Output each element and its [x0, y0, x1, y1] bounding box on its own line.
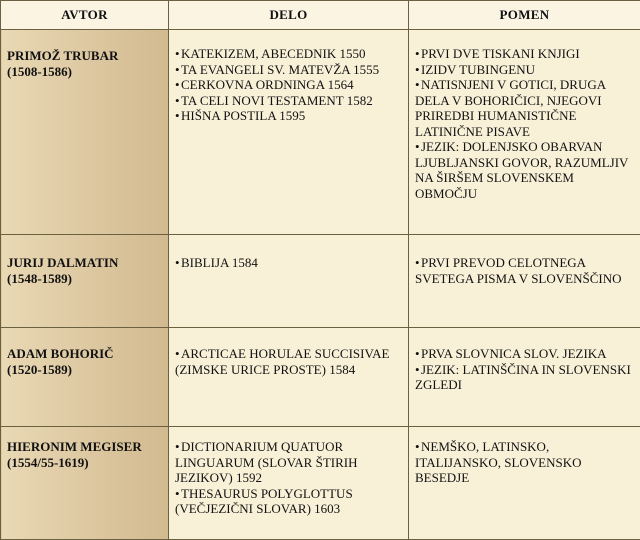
list-item: •DICTIONARIUM QUATUOR LINGUARUM (SLOVAR ŠTIRIH JEZIKOV) 1592: [175, 439, 402, 486]
table-row: [1, 427, 640, 540]
list-item: •TA EVANGELI SV. MATEVŽA 1555: [175, 62, 402, 78]
list-item: •TA CELI NOVI TESTAMENT 1582: [175, 93, 402, 109]
pomen-cell: [409, 328, 640, 427]
list-item: •HIŠNA POSTILA 1595: [175, 108, 402, 124]
author-years: (1548-1589): [7, 271, 162, 287]
list-item: •ARCTICAE HORULAE SUCCISIVAE (ZIMSKE URICE PROSTE) 1584: [175, 346, 402, 377]
author-cell: [1, 328, 169, 427]
pomen-cell: [409, 30, 640, 235]
list-item: •BIBLIJA 1584: [175, 255, 402, 271]
header-delo: DELO: [169, 1, 409, 30]
list-item: •CERKOVNA ORDNINGA 1564: [175, 77, 402, 93]
list-item: •NEMŠKO, LATINSKO, ITALIJANSKO, SLOVENSKO BESEDJE: [415, 439, 634, 486]
author-name: PRIMOŽ TRUBAR: [7, 48, 118, 63]
header-avtor: AVTOR: [1, 1, 169, 30]
list-item: •JEZIK: DOLENJSKO OBARVAN LJUBLJANSKI GOVOR, RAZUMLJIV NA ŠIRŠEM SLOVENSKEM OBMOČJU: [415, 139, 634, 201]
author-cell: [1, 427, 169, 540]
pomen-cell: [409, 427, 640, 540]
pomen-cell: [409, 235, 640, 328]
author-name: ADAM BOHORIČ: [7, 346, 114, 361]
list-item: •PRVI PREVOD CELOTNEGA SVETEGA PISMA V SLOVENŠČINO: [415, 255, 634, 286]
author-cell: [1, 235, 169, 328]
delo-cell: [169, 30, 409, 235]
table-row: [1, 30, 640, 235]
list-item: •KATEKIZEM, ABECEDNIK 1550: [175, 46, 402, 62]
list-item: •IZIDV TUBINGENU: [415, 62, 634, 78]
author-years: (1520-1589): [7, 362, 162, 378]
delo-cell: [169, 328, 409, 427]
author-cell: [1, 30, 169, 235]
table-row: [1, 328, 640, 427]
list-item: •NATISNJENI V GOTICI, DRUGA DELA V BOHORIČICI, NJEGOVI PRIREDBI HUMANISTIČNE LATINIČNE PISAVE: [415, 77, 634, 139]
author-years: (1554/55-1619): [7, 455, 162, 471]
list-item: •PRVI DVE TISKANI KNJIGI: [415, 46, 634, 62]
delo-cell: [169, 235, 409, 328]
author-name: HIERONIM MEGISER: [7, 439, 142, 454]
table-row: [1, 235, 640, 328]
list-item: •PRVA SLOVNICA SLOV. JEZIKA: [415, 346, 634, 362]
delo-cell: [169, 427, 409, 540]
header-row: [1, 1, 640, 30]
author-name: JURIJ DALMATIN: [7, 255, 118, 270]
header-pomen: POMEN: [409, 1, 640, 30]
list-item: •JEZIK: LATINŠČINA IN SLOVENSKI ZGLEDI: [415, 362, 634, 393]
author-years: (1508-1586): [7, 64, 162, 80]
list-item: •THESAURUS POLYGLOTTUS (VEČJEZIČNI SLOVAR) 1603: [175, 486, 402, 517]
